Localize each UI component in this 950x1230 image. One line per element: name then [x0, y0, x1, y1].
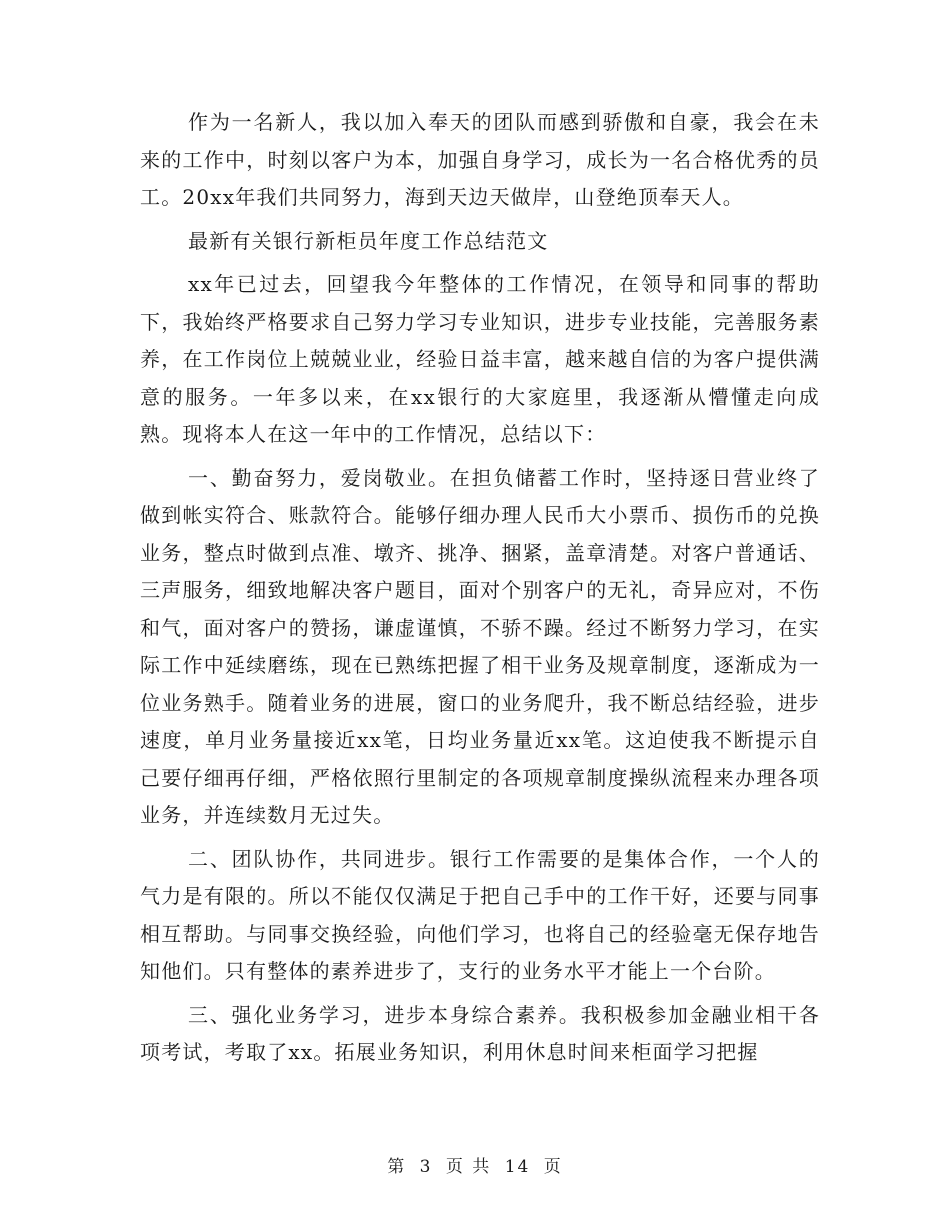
footer-prefix: 第 [387, 1157, 407, 1177]
paragraph-section-one: 一、勤奋努力，爱岗敬业。在担负储蓄工作时，坚持逐日营业终了做到帐实符合、账款符合。能够仔细办理人民币大小票币、损伤币的兑换业务，整点时做到点准、墩齐、挑净、捆紧，盖章清楚。对客户普通话、三声服务，细致地解决客户题目，面对个别客户的无礼，奇异应对，不伤和气，面对客户的赞扬，谦虚谨慎，不骄不躁。经过不断努力学习，在实际工作中延续磨练，现在已熟练把握了相干业务及规章制度，逐渐成为一位业务熟手。随着业务的进展，窗口的业务爬升，我不断总结经验，进步速度，单月业务量接近xx笔，日均业务量近xx笔。这迫使我不断提示自己要仔细再仔细，严格依照行里制定的各项规章制度操纵流程来办理各项业务，并连续数月无过失。 [140, 465, 820, 827]
article-title: 最新有关银行新柜员年度工作总结范文 [188, 228, 549, 253]
paragraph-summary-opening: xx年已过去，回望我今年整体的工作情况，在领导和同事的帮助下，我始终严格要求自己努力学习专业知识，进步专业技能，完善服务素养，在工作岗位上兢兢业业，经验日益丰富，越来越自信的为客户提供满意的服务。一年多以来，在xx银行的大家庭里，我逐渐从懵懂走向成熟。现将本人在这一年中的工作情况，总结以下： [140, 272, 820, 446]
paragraph-section-three: 三、强化业务学习，进步本身综合素养。我积极参加金融业相干各项考试，考取了xx。拓展业务知识，利用休息时间来柜面学习把握 [140, 1002, 820, 1064]
footer-suffix: 页 [543, 1157, 563, 1177]
footer-middle: 页 共 [445, 1157, 492, 1177]
page-footer [0, 1152, 950, 1177]
footer-total-pages: 14 [504, 1157, 531, 1177]
document-body [140, 104, 820, 1078]
paragraph-section-two: 二、团队协作，共同进步。银行工作需要的是集体合作，一个人的气力是有限的。所以不能仅仅满足于把自己手中的工作干好，还要与同事相互帮助。与同事交换经验，向他们学习，也将自己的经验毫无保存地告知他们。只有整体的素养进步了，支行的业务水平才能上一个台阶。 [140, 846, 820, 983]
paragraph-intro: 作为一名新人，我以加入奉天的团队而感到骄傲和自豪，我会在未来的工作中，时刻以客户为本，加强自身学习，成长为一名合格优秀的员工。20xx年我们共同努力，海到天边天做岸，山登绝顶奉天人。 [140, 110, 820, 209]
footer-current-page: 3 [419, 1157, 433, 1177]
